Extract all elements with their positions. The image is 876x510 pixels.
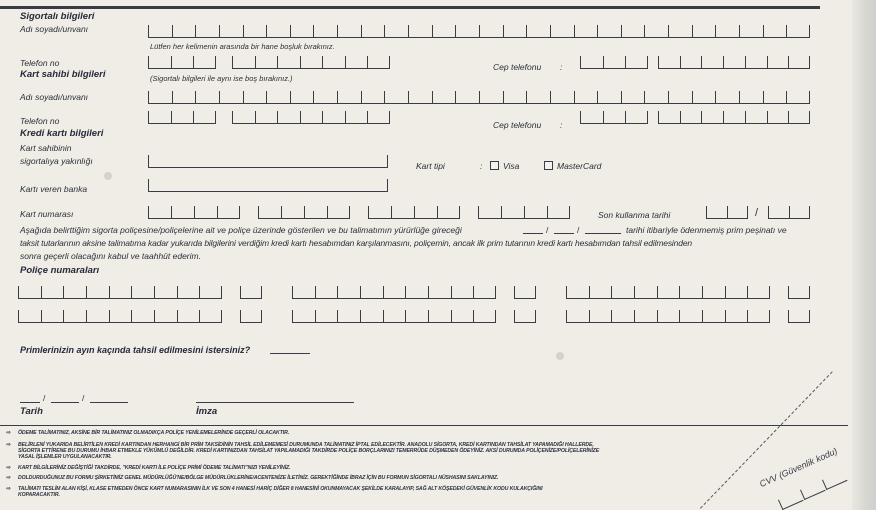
footnotes-rule: [0, 425, 848, 426]
cardholder-name-field-cell[interactable]: [526, 91, 550, 103]
insured-name-field-cell[interactable]: [432, 25, 456, 37]
footnote-2-text: BELİRLENİ YUKARIDA BELİRTİLEN KREDİ KARTINDAN HERHANGİ BİR PRİM TAKSİDİNİN TAHSİL EDİLEMEMESİ DURUMUNDA TALİMATINIZ İPTAL EDİLECEKTİR. ANADOLU SİGORTA, KREDİ KARTINDAN TAHSİLAT YAPAMADIĞI HALLERDE,: [18, 442, 594, 448]
paper-edge: [852, 0, 876, 510]
insured-name-field-cell[interactable]: [361, 25, 385, 37]
insured-mobile-area-field[interactable]: [580, 56, 648, 69]
insured-phone-area-field-cell[interactable]: [193, 56, 216, 68]
insured-name-field-cell[interactable]: [668, 25, 692, 37]
signature-field[interactable]: [196, 402, 354, 403]
start-date-year-field[interactable]: [585, 233, 621, 234]
cardholder-name-field-cell[interactable]: [715, 91, 739, 103]
policy-3-number-field-cell[interactable]: [611, 286, 634, 298]
card-number-group-1[interactable]: [148, 206, 240, 219]
policy-1-number-field-cell[interactable]: [109, 286, 132, 298]
consent-line-1: Aşağıda belirttiğim sigorta poliçesine/poliçelerine ait ve poliçe üzerinde gösterilen ve bu talimatımın yürürlüğe gireceği: [20, 225, 462, 235]
policy-2-suffix-field[interactable]: [514, 286, 536, 299]
card-expiry-month-field[interactable]: [706, 206, 748, 219]
card-number-group-3-cell[interactable]: [414, 206, 437, 218]
insured-phone-area-field[interactable]: [148, 56, 216, 69]
ink-mark: [104, 172, 112, 180]
sign-date-year-field[interactable]: [90, 402, 128, 403]
policy-5-number-field-cell[interactable]: [383, 310, 406, 322]
policy-5-number-field-cell[interactable]: [360, 310, 383, 322]
paper-spot: [556, 352, 564, 360]
insured-name-field-cell[interactable]: [597, 25, 621, 37]
cardholder-phone-field-cell[interactable]: [345, 111, 368, 123]
policy-4-number-field-cell[interactable]: [86, 310, 109, 322]
card-type-label: Kart tipi: [416, 161, 445, 171]
insured-mobile-area-field-cell[interactable]: [580, 56, 603, 68]
date-label: Tarih: [20, 406, 43, 417]
insured-mobile-field-cell[interactable]: [767, 56, 789, 68]
policy-6-number-field-cell[interactable]: [566, 310, 589, 322]
cardholder-phone-field-cell[interactable]: [232, 111, 255, 123]
cardholder-phone-label: Telefon no: [20, 116, 60, 126]
card-number-group-4-cell[interactable]: [501, 206, 524, 218]
insured-name-field-cell[interactable]: [337, 25, 361, 37]
start-date-slash-1: /: [546, 225, 549, 235]
footnote-3: ⇨ KART BİLGİLERİNİZ DEĞİŞTİĞİ TAKDİRDE, "KREDİ KARTI İLE POLİÇE PRİMİ ÖDEME TALİMATI"NIZI YENİLEYİNİZ.: [6, 465, 291, 471]
policy-3-suffix-field[interactable]: [788, 286, 810, 299]
insured-name-field-cell[interactable]: [455, 25, 479, 37]
cardholder-name-field-cell[interactable]: [408, 91, 432, 103]
cardholder-name-field-cell[interactable]: [621, 91, 645, 103]
card-expiry-month-field-cell[interactable]: [727, 206, 748, 218]
card-bank-label: Kartı veren banka: [20, 184, 88, 194]
card-number-group-2-cell[interactable]: [281, 206, 304, 218]
cardholder-name-field-cell[interactable]: [479, 91, 503, 103]
policy-2-suffix-field-cell[interactable]: [514, 286, 536, 298]
footnote-5b: [6, 492, 60, 498]
cvv-field-1[interactable]: [778, 491, 803, 510]
cvv-field-3[interactable]: [822, 471, 847, 490]
insured-phone-field-cell[interactable]: [277, 56, 300, 68]
footnote-4-text: DOLDURDUĞUNUZ BU FORMU ŞİRKETİMİZ GENEL MÜDÜRLÜĞÜ'NE/BÖLGE MÜDÜRLÜKLERİNE/ACENTENİZE İLETİNİZ. GEREKTİĞİNDE İBRAZ İÇİN BU FORMUN SİGORTALI NÜSHASINI SAKLAYINIZ.: [18, 475, 499, 481]
footnote-4: ⇨ DOLDURDUĞUNUZ BU FORMU ŞİRKETİMİZ GENEL MÜDÜRLÜĞÜ'NE/BÖLGE MÜDÜRLÜKLERİNE/ACENTENİZE İLETİNİZ. GEREKTİĞİNDE İBRAZ İÇİN BU FORMUN SİGORTALI NÜSHASINI SAKLAYINIZ.: [6, 475, 499, 481]
insured-phone-field-cell[interactable]: [255, 56, 278, 68]
policy-2-number-field-cell[interactable]: [473, 286, 496, 298]
card-relation-label-2: sigortalıya yakınlığı: [20, 156, 93, 166]
policy-3-number-field-cell[interactable]: [634, 286, 657, 298]
cardholder-name-field-cell[interactable]: [432, 91, 456, 103]
policy-1-number-field-cell[interactable]: [199, 286, 222, 298]
card-number-group-2-cell[interactable]: [258, 206, 281, 218]
policy-3-number-field-cell[interactable]: [566, 286, 589, 298]
insured-name-field-cell[interactable]: [148, 25, 172, 37]
policy-5-suffix-field-cell[interactable]: [514, 310, 536, 322]
cardholder-mobile-field-cell[interactable]: [701, 111, 723, 123]
cardholder-name-field-cell[interactable]: [313, 91, 337, 103]
card-expiry-month-field-cell[interactable]: [706, 206, 727, 218]
footnote-2c-text: YASAL İŞLEMLER UYGULANACAKTIR.: [18, 454, 112, 460]
cardholder-name-field-cell[interactable]: [644, 91, 668, 103]
card-number-group-4-cell[interactable]: [547, 206, 570, 218]
insured-name-field-cell[interactable]: [644, 25, 668, 37]
insured-name-field-cell[interactable]: [621, 25, 645, 37]
policy-1-number-field-cell[interactable]: [41, 286, 64, 298]
footnote-2b-text: SİGORTA ETTİRENE BU DURUMU İHBAR ETMEKLE YÜKÜMLÜ DEĞİLDİR. KREDİ KARTINIZDAN TAHSİLAT YAPILAMADIĞI TAKDİRDE POLİÇE BORÇLARINIZI TEMERRÜDE DÜŞMEDEN ÖDEYİNİZ. AKSİ DURUMDA POLİÇENİZE/POLİÇELERİNİZE: [18, 448, 600, 454]
cardholder-name-field-cell[interactable]: [384, 91, 408, 103]
policy-6-suffix-field-cell[interactable]: [788, 310, 810, 322]
card-number-group-3-cell[interactable]: [437, 206, 460, 218]
policy-5-number-field-cell[interactable]: [473, 310, 496, 322]
sign-date-slash-1: /: [43, 393, 46, 403]
policy-1-number-field-cell[interactable]: [131, 286, 154, 298]
cardholder-name-field[interactable]: [148, 91, 810, 104]
policy-5-number-field-cell[interactable]: [428, 310, 451, 322]
policy-2-number-field-cell[interactable]: [360, 286, 383, 298]
insured-mobile-field-cell[interactable]: [745, 56, 767, 68]
policy-6-number-field-cell[interactable]: [634, 310, 657, 322]
policy-4-number-field-cell[interactable]: [41, 310, 64, 322]
card-number-group-2-cell[interactable]: [327, 206, 350, 218]
cardholder-name-field-cell[interactable]: [243, 91, 267, 103]
policy-3-number-field-cell[interactable]: [725, 286, 748, 298]
cardholder-phone-field-cell[interactable]: [300, 111, 323, 123]
policy-5-number-field-cell[interactable]: [405, 310, 428, 322]
insured-name-field-cell[interactable]: [479, 25, 503, 37]
consent-line-2: taksit tutarlarının aksine talimatıma kadar yukarıda bilgilerini verdiğim kredi kartı hesabımdan karşılanmasını, poliçemin, ancak ilk prim tutarının kredi kartı hesabımdan tahsil edilmesinden: [20, 238, 692, 248]
policy-4-number-field[interactable]: [18, 310, 222, 323]
policy-2-number-field-cell[interactable]: [337, 286, 360, 298]
cardholder-mobile-field-cell[interactable]: [723, 111, 745, 123]
policy-2-number-field-cell[interactable]: [292, 286, 315, 298]
cardholder-name-field-cell[interactable]: [172, 91, 196, 103]
start-date-slash-2: /: [577, 225, 580, 235]
policy-4-number-field-cell[interactable]: [131, 310, 154, 322]
cardholder-name-field-cell[interactable]: [597, 91, 621, 103]
insured-name-field-cell[interactable]: [503, 25, 527, 37]
policy-1-number-field-cell[interactable]: [177, 286, 200, 298]
insured-phone-field-cell[interactable]: [322, 56, 345, 68]
card-type-colon: :: [480, 161, 483, 171]
policy-2-number-field-cell[interactable]: [428, 286, 451, 298]
cardholder-mobile-area-field[interactable]: [580, 111, 648, 124]
policy-1-suffix-field[interactable]: [240, 286, 262, 299]
cardholder-name-field-cell[interactable]: [361, 91, 385, 103]
insured-name-field-cell[interactable]: [266, 25, 290, 37]
policy-4-number-field-cell[interactable]: [63, 310, 86, 322]
policy-3-number-field[interactable]: [566, 286, 770, 299]
insured-mobile-area-field-cell[interactable]: [603, 56, 626, 68]
policy-6-suffix-field[interactable]: [788, 310, 810, 323]
card-number-group-2-cell[interactable]: [304, 206, 327, 218]
policy-5-number-field[interactable]: [292, 310, 496, 323]
cardholder-mobile-field-cell[interactable]: [767, 111, 789, 123]
insured-name-field-cell[interactable]: [172, 25, 196, 37]
card-expiry-year-field-cell[interactable]: [789, 206, 810, 218]
insured-mobile-field-cell[interactable]: [701, 56, 723, 68]
card-bank-field[interactable]: [148, 179, 388, 192]
card-number-group-4-cell[interactable]: [478, 206, 501, 218]
insured-name-field-cell[interactable]: [219, 25, 243, 37]
cardholder-name-field-cell[interactable]: [148, 91, 172, 103]
cardholder-name-label: Adı soyadı/unvanı: [20, 92, 89, 102]
policy-title: Poliçe numaraları: [20, 265, 100, 276]
cardholder-mobile-field-cell[interactable]: [788, 111, 810, 123]
insured-name-field-cell[interactable]: [574, 25, 598, 37]
policy-1-number-field-cell[interactable]: [86, 286, 109, 298]
insured-phone-field-cell[interactable]: [345, 56, 368, 68]
mastercard-label: MasterCard: [557, 161, 602, 171]
policy-2-number-field-cell[interactable]: [405, 286, 428, 298]
insured-name-field-cell[interactable]: [526, 25, 550, 37]
visa-checkbox[interactable]: [490, 161, 499, 170]
cardholder-name-field-cell[interactable]: [219, 91, 243, 103]
sign-date-month-field[interactable]: [51, 402, 79, 403]
visa-label: Visa: [503, 161, 520, 171]
cardholder-name-field-cell[interactable]: [786, 91, 810, 103]
card-number-group-3[interactable]: [368, 206, 460, 219]
cardholder-title: Kart sahibi bilgileri: [20, 69, 106, 80]
consent-line-3: sonra geçerli olacağını kabul ve taahhüt ederim.: [20, 251, 201, 261]
insured-name-hint: Lütfen her kelimenin arasında bir hane boşluk bırakınız.: [150, 42, 335, 51]
cvv-field-2[interactable]: [800, 481, 825, 500]
insured-name-field-cell[interactable]: [715, 25, 739, 37]
policy-3-number-field-cell[interactable]: [679, 286, 702, 298]
policy-1-number-field-cell[interactable]: [154, 286, 177, 298]
policy-6-number-field-cell[interactable]: [747, 310, 770, 322]
cardholder-phone-field-cell[interactable]: [277, 111, 300, 123]
expiry-slash: /: [755, 207, 759, 219]
cardholder-phone-area-field-cell[interactable]: [148, 111, 171, 123]
cardholder-mobile-area-field-cell[interactable]: [580, 111, 603, 123]
insured-mobile-label: Cep telefonu: [493, 62, 542, 72]
cardholder-name-field-cell[interactable]: [266, 91, 290, 103]
footnote-5: ⇨ TALİMATI TESLİM ALAN KİŞİ, KLASE ETMEDEN ÖNCE KART NUMARASININ İLK VE SON 4 HANESİ HARİÇ DİĞER 8 HANESİNİ OKUNMAYACAK ŞEKİLDE KARALAYIP, SAĞ ALT KÖŞEDEKİ GÜVENLİK KODU KULAKÇIĞINI: [6, 486, 543, 492]
insured-name-field[interactable]: [148, 25, 810, 38]
cardholder-name-field-cell[interactable]: [337, 91, 361, 103]
policy-4-number-field-cell[interactable]: [109, 310, 132, 322]
insured-name-field-cell[interactable]: [195, 25, 219, 37]
card-relation-field[interactable]: [148, 155, 388, 168]
cardholder-phone-field-cell[interactable]: [255, 111, 278, 123]
card-bank-field-cell[interactable]: [148, 179, 388, 191]
insured-name-field-cell[interactable]: [786, 25, 810, 37]
policy-3-number-field-cell[interactable]: [747, 286, 770, 298]
cardholder-name-field-cell[interactable]: [763, 91, 787, 103]
card-number-group-3-cell[interactable]: [368, 206, 391, 218]
cardholder-phone-area-field-cell[interactable]: [193, 111, 216, 123]
card-number-group-1-cell[interactable]: [217, 206, 240, 218]
cardholder-name-field-cell[interactable]: [290, 91, 314, 103]
policy-3-number-field-cell[interactable]: [589, 286, 612, 298]
policy-6-number-field-cell[interactable]: [611, 310, 634, 322]
cardholder-phone-area-field-cell[interactable]: [171, 111, 194, 123]
mastercard-checkbox[interactable]: [544, 161, 553, 170]
insured-phone-field[interactable]: [232, 56, 390, 69]
card-number-group-3-cell[interactable]: [391, 206, 414, 218]
footnote-2c: [6, 454, 112, 460]
insured-name-field-cell[interactable]: [692, 25, 716, 37]
consent-line-1-tail: tarihi itibariyle ödenmemiş prim peşinatı ve: [626, 225, 787, 235]
policy-2-number-field-cell[interactable]: [383, 286, 406, 298]
cardholder-mobile-field-cell[interactable]: [658, 111, 680, 123]
footnote-1: ⇨ ÖDEME TALİMATINIZ, AKSİNE BİR TALİMATINIZ OLMADIKÇA POLİÇE YENİLEMELERİNDE GEÇERLİ OLACAKTIR.: [6, 430, 290, 436]
cardholder-note: (Sigortalı bilgileri ile aynı ise boş bırakınız.): [150, 74, 293, 83]
insured-name-field-cell[interactable]: [763, 25, 787, 37]
policy-4-suffix-field[interactable]: [240, 310, 262, 323]
insured-mobile-field-cell[interactable]: [723, 56, 745, 68]
policy-4-number-field-cell[interactable]: [18, 310, 41, 322]
policy-6-number-field-cell[interactable]: [725, 310, 748, 322]
signature-label: İmza: [196, 406, 218, 417]
policy-6-number-field-cell[interactable]: [657, 310, 680, 322]
cardholder-name-field-cell[interactable]: [455, 91, 479, 103]
insured-mobile-field-cell[interactable]: [680, 56, 702, 68]
card-number-group-2[interactable]: [258, 206, 350, 219]
cardholder-phone-field-cell[interactable]: [322, 111, 345, 123]
insured-phone-field-cell[interactable]: [232, 56, 255, 68]
policy-1-number-field[interactable]: [18, 286, 222, 299]
cardholder-mobile-field-cell[interactable]: [745, 111, 767, 123]
policy-5-number-field-cell[interactable]: [315, 310, 338, 322]
policy-2-number-field-cell[interactable]: [315, 286, 338, 298]
insured-title: Sigortalı bilgileri: [20, 11, 95, 22]
insured-phone-field-cell[interactable]: [367, 56, 390, 68]
footnote-5b-text: KOPARACAKTIR.: [18, 492, 60, 498]
policy-5-number-field-cell[interactable]: [292, 310, 315, 322]
card-expiry-year-field[interactable]: [768, 206, 810, 219]
cardholder-phone-field[interactable]: [232, 111, 390, 124]
policy-4-suffix-field-cell[interactable]: [240, 310, 262, 322]
insured-name-field-cell[interactable]: [313, 25, 337, 37]
card-relation-field-cell[interactable]: [148, 155, 388, 167]
card-number-group-1-cell[interactable]: [194, 206, 217, 218]
insured-name-field-cell[interactable]: [550, 25, 574, 37]
insured-phone-area-field-cell[interactable]: [148, 56, 171, 68]
cardholder-name-field-cell[interactable]: [574, 91, 598, 103]
policy-1-suffix-field-cell[interactable]: [240, 286, 262, 298]
cardholder-mobile-label: Cep telefonu: [493, 120, 542, 130]
policy-4-number-field-cell[interactable]: [177, 310, 200, 322]
cardholder-mobile-area-field-cell[interactable]: [603, 111, 626, 123]
policy-5-number-field-cell[interactable]: [451, 310, 474, 322]
collection-day-question: Primlerinizin ayın kaçında tahsil edilmesini istersiniz?: [20, 345, 251, 355]
card-number-group-4-cell[interactable]: [524, 206, 547, 218]
insured-name-field-cell[interactable]: [243, 25, 267, 37]
cardholder-name-field-cell[interactable]: [550, 91, 574, 103]
sign-date-day-field[interactable]: [20, 402, 40, 403]
cardholder-name-field-cell[interactable]: [668, 91, 692, 103]
policy-1-number-field-cell[interactable]: [18, 286, 41, 298]
footnote-2: ⇨ BELİRLENİ YUKARIDA BELİRTİLEN KREDİ KARTINDAN HERHANGİ BİR PRİM TAKSİDİNİN TAHSİL EDİLEMEMESİ DURUMUNDA TALİMATINIZ İPTAL EDİLECEKTİR. ANADOLU SİGORTA, KREDİ KARTINDAN TAHSİLAT YAPAMADIĞI HALLERDE,: [6, 442, 594, 448]
policy-6-number-field-cell[interactable]: [589, 310, 612, 322]
card-number-label: Kart numarası: [20, 209, 74, 219]
policy-6-number-field[interactable]: [566, 310, 770, 323]
policy-3-number-field-cell[interactable]: [702, 286, 725, 298]
top-rule: [0, 6, 820, 9]
policy-2-number-field[interactable]: [292, 286, 496, 299]
insured-mobile-colon: :: [560, 62, 563, 72]
card-title: Kredi kartı bilgileri: [20, 128, 104, 139]
insured-phone-field-cell[interactable]: [300, 56, 323, 68]
insured-mobile-area-field-cell[interactable]: [625, 56, 648, 68]
insured-name-field-cell[interactable]: [739, 25, 763, 37]
footnote-1-text: ÖDEME TALİMATINIZ, AKSİNE BİR TALİMATINIZ OLMADIKÇA POLİÇE YENİLEMELERİNDE GEÇERLİ OLACAKTIR.: [18, 430, 290, 436]
cardholder-mobile-field[interactable]: [658, 111, 810, 124]
insured-name-field-cell[interactable]: [408, 25, 432, 37]
card-number-group-1-cell[interactable]: [148, 206, 171, 218]
cardholder-name-field-cell[interactable]: [503, 91, 527, 103]
policy-2-number-field-cell[interactable]: [451, 286, 474, 298]
insured-phone-area-field-cell[interactable]: [171, 56, 194, 68]
card-number-group-4[interactable]: [478, 206, 570, 219]
insured-phone-label: Telefon no: [20, 58, 60, 68]
cardholder-name-field-cell[interactable]: [692, 91, 716, 103]
insured-mobile-field-cell[interactable]: [788, 56, 810, 68]
cardholder-phone-field-cell[interactable]: [367, 111, 390, 123]
cardholder-phone-area-field[interactable]: [148, 111, 216, 124]
insured-name-label: Adı soyadı/unvanı: [20, 24, 89, 34]
cardholder-mobile-field-cell[interactable]: [680, 111, 702, 123]
cardholder-name-field-cell[interactable]: [739, 91, 763, 103]
insured-name-field-cell[interactable]: [384, 25, 408, 37]
policy-6-number-field-cell[interactable]: [679, 310, 702, 322]
card-relation-label-1: Kart sahibinin: [20, 143, 72, 153]
collection-day-field[interactable]: [270, 353, 310, 354]
policy-4-number-field-cell[interactable]: [154, 310, 177, 322]
cardholder-mobile-colon: :: [560, 120, 563, 130]
cardholder-mobile-area-field-cell[interactable]: [625, 111, 648, 123]
policy-4-number-field-cell[interactable]: [199, 310, 222, 322]
insured-name-field-cell[interactable]: [290, 25, 314, 37]
footnote-3-text: KART BİLGİLERİNİZ DEĞİŞTİĞİ TAKDİRDE, "KREDİ KARTI İLE POLİÇE PRİMİ ÖDEME TALİMATI"NIZI YENİLEYİNİZ.: [18, 465, 291, 471]
sign-date-slash-2: /: [82, 393, 85, 403]
policy-5-suffix-field[interactable]: [514, 310, 536, 323]
insured-mobile-field-cell[interactable]: [658, 56, 680, 68]
policy-6-number-field-cell[interactable]: [702, 310, 725, 322]
card-number-group-1-cell[interactable]: [171, 206, 194, 218]
policy-3-suffix-field-cell[interactable]: [788, 286, 810, 298]
card-expiry-label: Son kullanma tarihi: [598, 210, 671, 220]
card-expiry-year-field-cell[interactable]: [768, 206, 789, 218]
cvv-label: CVV (Güvenlik kodu): [758, 445, 839, 490]
policy-5-number-field-cell[interactable]: [337, 310, 360, 322]
cardholder-name-field-cell[interactable]: [195, 91, 219, 103]
start-date-day-field[interactable]: [523, 233, 543, 234]
footnote-5-text: TALİMATI TESLİM ALAN KİŞİ, KLASE ETMEDEN ÖNCE KART NUMARASININ İLK VE SON 4 HANESİ HARİÇ DİĞER 8 HANESİNİ OKUNMAYACAK ŞEKİLDE KARALAYIP, SAĞ ALT KÖŞEDEKİ GÜVENLİK KODU KULAKÇIĞINI: [18, 486, 543, 492]
policy-3-number-field-cell[interactable]: [657, 286, 680, 298]
insured-mobile-field[interactable]: [658, 56, 810, 69]
start-date-month-field[interactable]: [554, 233, 574, 234]
policy-1-number-field-cell[interactable]: [63, 286, 86, 298]
